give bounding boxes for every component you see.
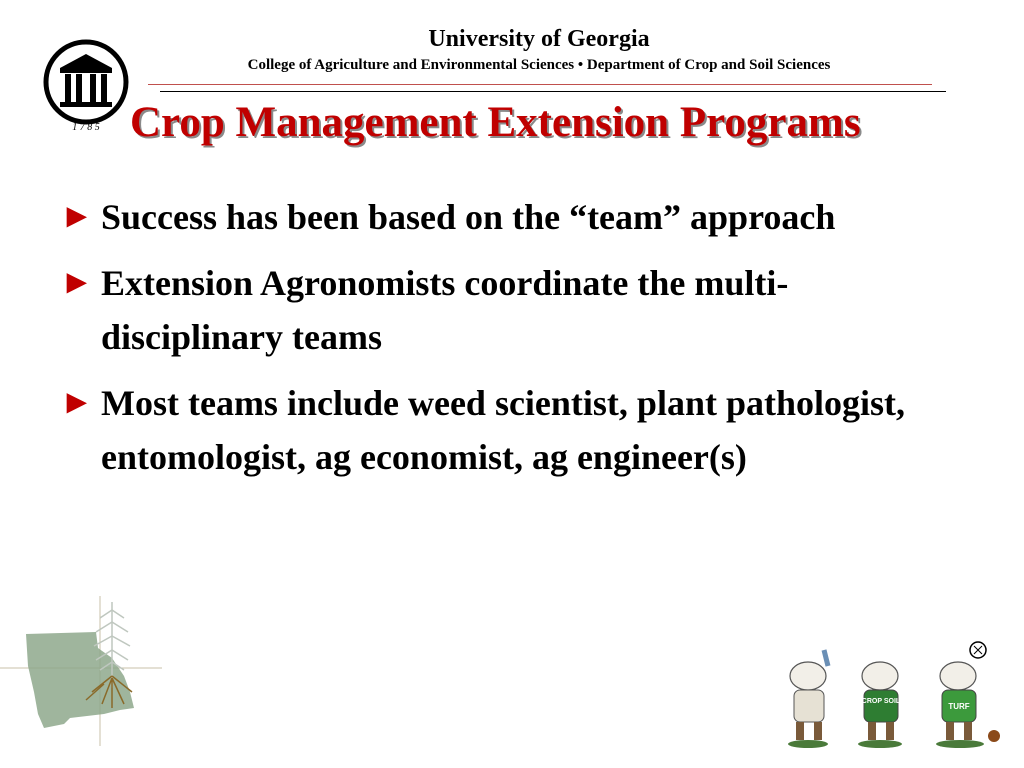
header-divider-red bbox=[148, 84, 932, 85]
bullet-arrow-icon: ► bbox=[60, 264, 94, 301]
bulldog-mascots-graphic bbox=[782, 640, 1004, 750]
bullet-item bbox=[60, 376, 960, 484]
bullet-arrow-icon: ► bbox=[60, 384, 94, 421]
bullet-list bbox=[60, 190, 960, 496]
bullet-item bbox=[60, 256, 960, 364]
header-divider-black bbox=[160, 91, 946, 92]
slide-title: Crop Management Extension Programs bbox=[130, 99, 861, 146]
bullet-text: Extension Agronomists coordinate the multi-disciplinary teams bbox=[101, 263, 789, 357]
jersey-text-crop-soil: CROP SOIL bbox=[861, 698, 901, 705]
mascot-icon bbox=[788, 650, 828, 748]
bullet-text: Most teams include weed scientist, plant pathologist, entomologist, ag economist, ag engineer(s) bbox=[101, 383, 905, 477]
seal-year: 1 7 8 5 bbox=[72, 122, 100, 133]
mascot-icon bbox=[936, 642, 1000, 748]
university-name: University of Georgia bbox=[428, 26, 650, 52]
mascot-icon bbox=[858, 662, 902, 748]
jersey-text-turf: TURF bbox=[948, 702, 970, 711]
bullet-item bbox=[60, 190, 960, 244]
georgia-map-plant-graphic bbox=[0, 596, 162, 746]
bullet-arrow-icon: ► bbox=[60, 198, 94, 235]
college-department-line: College of Agriculture and Environmental Sciences • Department of Crop and Soil Sciences bbox=[247, 57, 831, 73]
bullet-text: Success has been based on the “team” approach bbox=[101, 197, 836, 237]
